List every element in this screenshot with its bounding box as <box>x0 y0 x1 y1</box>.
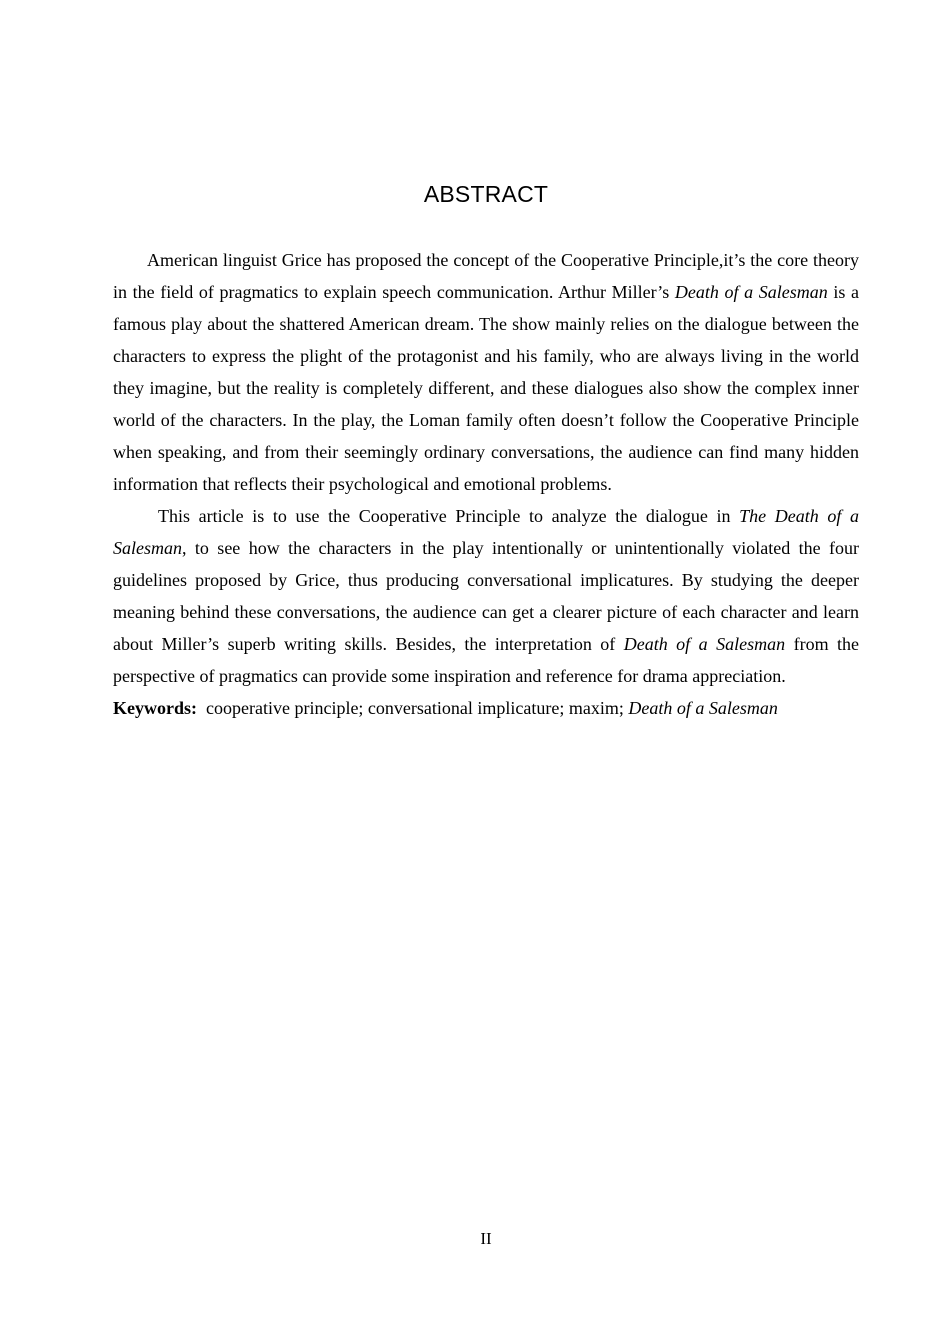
page-number: II <box>480 1229 492 1248</box>
paragraph-1-text-b: is a famous play about the shattered American dream. The show mainly relies on the dialogue between the characters to express the plight of the protagonist and his family, who are always living in the world they imagine, but the reality is completely different, and these dialogues also show the complex inner world of the characters. In the play, the Loman family often doesn’t follow the Cooperative Principle when speaking, and from their seemingly ordinary conversations, the audience can find many hidden information that reflects their psychological and emotional problems. <box>113 282 860 494</box>
abstract-paragraph-1 <box>113 244 859 500</box>
paragraph-2-text-c: from the perspective of pragmatics can provide some inspiration and reference for drama appreciation. <box>113 634 860 686</box>
keywords-italic-item: Death of a Salesman <box>628 698 778 718</box>
paragraph-2-italic-title-a: The Death of a Salesman <box>113 506 860 558</box>
keywords-items: cooperative principle; conversational implicature; maxim; <box>206 698 629 718</box>
paragraph-1-italic-title: Death of a Salesman <box>674 282 828 302</box>
paragraph-2-text-b: , to see how the characters in the play intentionally or unintentionally violated the four guidelines proposed by Grice, thus producing conversational implicatures. By studying the deeper meaning behind these conversations, the audience can get a clearer picture of each character and learn about Miller’s superb writing skills. Besides, the interpretation of <box>113 538 859 654</box>
keywords-line <box>113 692 859 724</box>
abstract-paragraph-2 <box>113 500 859 692</box>
page-title: ABSTRACT <box>423 181 549 207</box>
abstract-body <box>113 244 859 724</box>
paragraph-2-italic-title-b: Death of a Salesman <box>623 634 786 654</box>
keywords-label: Keywords: <box>113 698 197 718</box>
paragraph-1-text-a: American linguist Grice has proposed the concept of the Cooperative Principle,it’s the core theory in the field of pragmatics to explain speech communication. Arthur Miller’s <box>113 250 859 302</box>
paragraph-2-text-a: This article is to use the Cooperative Principle to analyze the dialogue in <box>158 506 740 526</box>
